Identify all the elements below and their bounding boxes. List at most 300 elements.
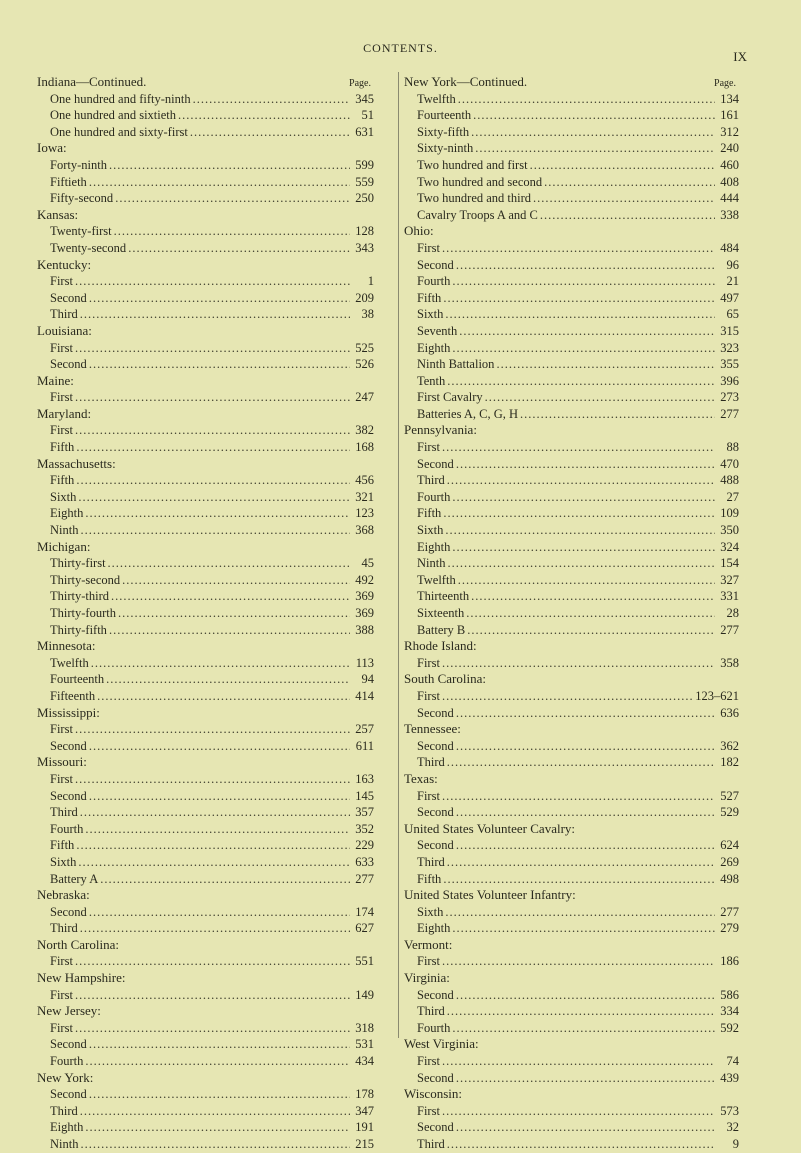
entry-name: First [417, 240, 440, 255]
entry-page-number: 592 [720, 1020, 739, 1035]
entry-name: Second [50, 738, 87, 753]
section-heading-mississippi [37, 705, 374, 722]
toc-entry [404, 389, 739, 406]
entry-name: Second [50, 290, 87, 305]
dot-leader [443, 871, 715, 888]
dot-leader [456, 837, 715, 854]
entry-page-number: 334 [720, 1004, 739, 1019]
section-heading-new-hampshire [37, 970, 374, 987]
running-head [0, 41, 801, 64]
dot-leader [447, 472, 715, 489]
toc-entry [404, 655, 739, 672]
entry-name: Second [417, 1070, 454, 1085]
section-heading-text: North Carolina: [37, 936, 119, 952]
entry-name: Fourth [50, 1054, 84, 1069]
entry-name: Second [50, 904, 87, 919]
section-heading-text: Minnesota: [37, 638, 96, 654]
toc-entry [37, 273, 374, 290]
entry-name: Thirty-fourth [50, 606, 116, 620]
entry-page-number: 9 [732, 1137, 739, 1151]
dot-leader [466, 605, 715, 622]
toc-entry [404, 124, 739, 141]
toc-entry [404, 871, 739, 888]
entry-page-number: 631 [355, 124, 374, 139]
entry-name: First [417, 954, 440, 969]
section-heading-nebraska [37, 887, 374, 904]
section-heading-louisiana [37, 323, 374, 340]
section-heading-missouri [37, 754, 374, 771]
toc-entry [37, 904, 374, 921]
entry-name: First [50, 423, 73, 438]
dot-leader [80, 920, 350, 937]
toc-entry [404, 605, 739, 622]
entry-name: Fifth [50, 473, 75, 488]
entry-name: First [50, 1020, 73, 1035]
dot-leader [128, 240, 350, 257]
section-heading-iowa [37, 140, 374, 157]
dot-leader [447, 754, 715, 771]
entry-name: Third [50, 1103, 78, 1118]
entry-name: Fifth [417, 871, 442, 886]
dot-leader [452, 273, 715, 290]
dot-leader [456, 804, 715, 821]
dot-leader [447, 1136, 715, 1153]
entry-name: Second [50, 357, 87, 372]
toc-entry [37, 522, 374, 539]
toc-entry [37, 771, 374, 788]
entry-page-number: 408 [720, 174, 739, 189]
toc-entry [404, 1136, 739, 1153]
toc-entry [37, 788, 374, 805]
toc-entry [37, 572, 374, 589]
section-heading-rhode-island [404, 638, 739, 655]
entry-page-number: 277 [355, 871, 374, 886]
entry-name: Second [50, 788, 87, 803]
entry-page-number: 269 [720, 854, 739, 869]
dot-leader [85, 1119, 350, 1136]
section-heading-text: West Virginia: [404, 1036, 479, 1052]
entry-page-number: 573 [720, 1103, 739, 1118]
entry-name: First Cavalry [417, 390, 483, 405]
entry-name: Eighth [417, 921, 451, 936]
toc-entry [404, 273, 739, 290]
entry-page-number: 321 [355, 489, 374, 504]
entry-page-number: 347 [355, 1103, 374, 1118]
section-heading-text: Indiana—Continued. [37, 74, 147, 89]
entry-name: Battery B [417, 622, 466, 637]
entry-name: Eighth [50, 506, 84, 521]
dot-leader [442, 788, 715, 805]
entry-name: First [50, 771, 73, 786]
entry-page-number: 315 [720, 323, 739, 338]
section-heading-indiana-continued [37, 74, 374, 91]
entry-name: Forty-ninth [50, 157, 107, 172]
dot-leader [456, 1070, 715, 1087]
entry-page-number: 586 [720, 987, 739, 1002]
toc-entry [404, 987, 739, 1004]
toc-entry [404, 572, 739, 589]
dot-leader [89, 904, 350, 921]
dot-leader [75, 340, 350, 357]
entry-name: Twelfth [50, 655, 89, 670]
toc-entry [37, 871, 374, 888]
entry-name: Cavalry Troops A and C [417, 207, 538, 222]
dot-leader [533, 190, 715, 207]
entry-page-number: 65 [726, 307, 739, 322]
entry-page-number: 357 [355, 805, 374, 820]
entry-name: First [417, 1103, 440, 1118]
toc-entry [404, 920, 739, 937]
entry-page-number: 28 [726, 606, 739, 620]
entry-name: Fifteenth [50, 688, 96, 703]
entry-name: First [50, 722, 73, 737]
toc-entry [37, 505, 374, 522]
toc-entry [404, 1053, 739, 1070]
entry-name: Second [417, 987, 454, 1002]
toc-entry [37, 422, 374, 439]
toc-entry [37, 124, 374, 141]
entry-name: Second [417, 805, 454, 820]
dot-leader [456, 705, 715, 722]
toc-entry [37, 157, 374, 174]
dot-leader [540, 207, 715, 224]
dot-leader [109, 622, 350, 639]
dot-leader [445, 904, 715, 921]
entry-name: Fiftieth [50, 174, 87, 189]
toc-entry [37, 439, 374, 456]
toc-entry [37, 588, 374, 605]
entry-page-number: 488 [720, 473, 739, 488]
entry-name: Thirty-fifth [50, 622, 107, 637]
entry-name: Fifth [50, 838, 75, 853]
entry-name: Third [417, 755, 445, 770]
dot-leader [442, 655, 715, 672]
entry-name: Sixth [417, 307, 444, 322]
dot-leader [467, 622, 715, 639]
toc-entry [404, 456, 739, 473]
column-divider [398, 72, 399, 1038]
entry-name: First [417, 440, 440, 455]
entry-name: Fourth [417, 274, 451, 289]
page-column-label: Page. [349, 78, 371, 89]
entry-page-number: 531 [355, 1037, 374, 1052]
entry-page-number: 273 [720, 390, 739, 405]
toc-entry [404, 539, 739, 556]
entry-name: Ninth Battalion [417, 357, 495, 372]
dot-leader [452, 489, 715, 506]
toc-entry [404, 207, 739, 224]
entry-name: Sixty-ninth [417, 141, 474, 156]
entry-page-number: 134 [720, 91, 739, 106]
dot-leader [80, 1136, 350, 1153]
section-heading-text: United States Volunteer Infantry: [404, 887, 576, 903]
dot-leader [115, 190, 350, 207]
dot-leader [443, 290, 715, 307]
dot-leader [456, 738, 715, 755]
toc-entry [404, 522, 739, 539]
entry-page-number: 113 [355, 655, 374, 670]
section-heading-text: Michigan: [37, 538, 91, 554]
entry-page-number: 96 [726, 257, 739, 272]
dot-leader [75, 721, 350, 738]
section-heading-west-virginia [404, 1036, 739, 1053]
entry-page-number: 352 [355, 821, 374, 836]
section-heading-text: Maine: [37, 372, 74, 388]
entry-page-number: 45 [361, 556, 374, 571]
toc-entry [37, 555, 374, 572]
section-heading-tennessee [404, 721, 739, 738]
entry-page-number: 250 [355, 191, 374, 206]
entry-page-number: 470 [720, 456, 739, 471]
toc-entry [404, 306, 739, 323]
entry-page-number: 168 [355, 440, 374, 455]
dot-leader [76, 837, 350, 854]
dot-leader [76, 472, 350, 489]
toc-entry [37, 804, 374, 821]
entry-page-number: 331 [720, 589, 739, 604]
entry-page-number: 350 [720, 523, 739, 538]
entry-page-number: 88 [726, 440, 739, 455]
dot-leader [76, 439, 350, 456]
entry-page-number: 636 [720, 705, 739, 720]
entry-page-number: 358 [720, 655, 739, 670]
toc-entry [404, 290, 739, 307]
entry-page-number: 338 [720, 207, 739, 222]
entry-page-number: 599 [355, 157, 374, 172]
entry-name: Batteries A, C, G, H [417, 406, 519, 421]
toc-entry [404, 489, 739, 506]
page-title: CONTENTS. [363, 41, 438, 55]
toc-entry [404, 1119, 739, 1136]
entry-name: Sixth [417, 523, 444, 538]
toc-entry [37, 1036, 374, 1053]
toc-entry [404, 257, 739, 274]
dot-leader [106, 671, 350, 688]
entry-name: First [50, 340, 73, 355]
entry-page-number: 149 [355, 987, 374, 1002]
entry-page-number: 240 [720, 141, 739, 156]
entry-name: First [50, 987, 73, 1002]
entry-page-number: 279 [720, 921, 739, 936]
dot-leader [442, 240, 715, 257]
toc-entry [37, 340, 374, 357]
entry-name: Fourteenth [417, 108, 472, 123]
toc-entry [404, 1003, 739, 1020]
section-heading-ohio [404, 223, 739, 240]
toc-entry [404, 505, 739, 522]
entry-page-number: 345 [355, 91, 374, 106]
toc-entry [404, 140, 739, 157]
section-heading-massachusetts [37, 456, 374, 473]
toc-entry [404, 738, 739, 755]
dot-leader [447, 1003, 715, 1020]
dot-leader [80, 804, 350, 821]
toc-entry [404, 705, 739, 722]
toc-entry [37, 987, 374, 1004]
entry-page-number: 627 [355, 921, 374, 936]
dot-leader [447, 373, 715, 390]
entry-name: First [417, 688, 440, 703]
entry-name: Second [417, 456, 454, 471]
dot-leader [496, 356, 715, 373]
entry-page-number: 257 [355, 722, 374, 737]
section-heading-maine [37, 373, 374, 390]
section-heading-text: Texas: [404, 770, 438, 786]
entry-name: Third [50, 307, 78, 322]
right-column [404, 74, 739, 1153]
entry-page-number: 161 [720, 108, 739, 123]
section-heading-kentucky [37, 257, 374, 274]
entry-page-number: 388 [355, 622, 374, 637]
entry-page-number: 209 [355, 290, 374, 305]
section-heading-united-states-volunteer-cavalry [404, 821, 739, 838]
entry-page-number: 277 [720, 622, 739, 637]
toc-entry [37, 1119, 374, 1136]
dot-leader [75, 953, 350, 970]
dot-leader [75, 273, 350, 290]
toc-entry [404, 854, 739, 871]
entry-page-number: 343 [355, 240, 374, 255]
entry-page-number: 434 [355, 1054, 374, 1069]
section-heading-kansas [37, 207, 374, 224]
entry-name: Eighth [417, 340, 451, 355]
entry-page-number: 382 [355, 423, 374, 438]
entry-name: First [417, 655, 440, 670]
toc-entry [404, 837, 739, 854]
toc-entry [37, 605, 374, 622]
entry-name: Third [417, 1137, 445, 1151]
section-heading-text: Louisiana: [37, 322, 92, 338]
toc-entry [37, 738, 374, 755]
toc-entry [37, 107, 374, 124]
toc-entry [37, 1136, 374, 1153]
left-column [37, 74, 374, 1153]
entry-name: Two hundred and second [417, 174, 543, 189]
dot-leader [471, 588, 715, 605]
dot-leader [442, 953, 715, 970]
entry-name: Thirty-first [50, 556, 106, 571]
dot-leader [85, 821, 350, 838]
entry-name: Second [417, 738, 454, 753]
entry-name: Fourth [417, 1020, 451, 1035]
dot-leader [443, 505, 715, 522]
entry-page-number: 611 [355, 738, 374, 753]
toc-entry [404, 1070, 739, 1087]
dot-leader [471, 124, 715, 141]
section-heading-united-states-volunteer-infantry [404, 887, 739, 904]
entry-name: One hundred and sixty-first [50, 124, 188, 139]
toc-entry [404, 406, 739, 423]
entry-page-number: 414 [355, 688, 374, 703]
toc-entry [404, 439, 739, 456]
dot-leader [445, 522, 715, 539]
entry-name: Fifth [417, 506, 442, 521]
dot-leader [442, 1103, 715, 1120]
entry-name: Two hundred and first [417, 157, 528, 172]
entry-name: Tenth [417, 373, 446, 388]
entry-name: Fifty-second [50, 191, 114, 206]
entry-page-number: 215 [355, 1137, 374, 1151]
entry-page-number: 323 [720, 340, 739, 355]
dot-leader [97, 688, 350, 705]
section-heading-text: Missouri: [37, 754, 87, 770]
entry-name: Twelfth [417, 91, 456, 106]
dot-leader [114, 223, 350, 240]
entry-page-number: 460 [720, 157, 739, 172]
section-heading-text: Ohio: [404, 223, 434, 239]
toc-entry [37, 91, 374, 108]
entry-name: Thirteenth [417, 589, 470, 604]
toc-entry [404, 688, 739, 705]
section-heading-maryland [37, 406, 374, 423]
dot-leader [193, 91, 350, 108]
dot-leader [452, 539, 715, 556]
section-heading-text: South Carolina: [404, 671, 486, 687]
entry-name: First [50, 390, 73, 405]
entry-page-number: 369 [355, 606, 374, 620]
entry-page-number: 492 [355, 572, 374, 587]
toc-entry [404, 904, 739, 921]
entry-page-number: 633 [355, 854, 374, 869]
toc-entry [37, 622, 374, 639]
entry-name: Fourteenth [50, 672, 105, 687]
entry-name: Two hundred and third [417, 191, 532, 206]
toc-entry [404, 754, 739, 771]
entry-name: Second [417, 838, 454, 853]
toc-entry [404, 323, 739, 340]
toc-entry [404, 555, 739, 572]
entry-page-number: 163 [355, 771, 374, 786]
toc-entry [404, 240, 739, 257]
dot-leader [89, 290, 350, 307]
entry-page-number: 128 [355, 224, 374, 239]
dot-leader [458, 91, 715, 108]
entry-name: Thirty-second [50, 572, 121, 587]
dot-leader [442, 439, 715, 456]
entry-name: Fourth [417, 489, 451, 504]
toc-entry [37, 174, 374, 191]
entry-page-number: 624 [720, 838, 739, 853]
entry-name: Fifth [50, 440, 75, 455]
section-heading-virginia [404, 970, 739, 987]
dot-leader [447, 555, 715, 572]
dot-leader [122, 572, 350, 589]
entry-name: Eighth [50, 1120, 84, 1135]
toc-entry [404, 472, 739, 489]
entry-name: Third [50, 805, 78, 820]
entry-name: Second [417, 257, 454, 272]
entry-page-number: 551 [355, 954, 374, 969]
section-heading-new-york-continued [404, 74, 739, 91]
entry-page-number: 498 [720, 871, 739, 886]
section-heading-text: United States Volunteer Cavalry: [404, 820, 576, 836]
section-heading-text: Iowa: [37, 140, 67, 156]
toc-entry [37, 837, 374, 854]
entry-name: Third [417, 473, 445, 488]
section-heading-texas [404, 771, 739, 788]
entry-page-number: 38 [361, 307, 374, 322]
section-heading-text: Virginia: [404, 970, 450, 986]
toc-entry [37, 472, 374, 489]
section-heading-new-york [37, 1070, 374, 1087]
dot-leader [485, 389, 715, 406]
toc-entry [37, 1053, 374, 1070]
entry-page-number: 191 [355, 1120, 374, 1135]
entry-name: Twenty-second [50, 240, 127, 255]
page-column-label: Page. [714, 78, 736, 89]
entry-name: Sixteenth [417, 606, 465, 620]
toc-entry [404, 356, 739, 373]
